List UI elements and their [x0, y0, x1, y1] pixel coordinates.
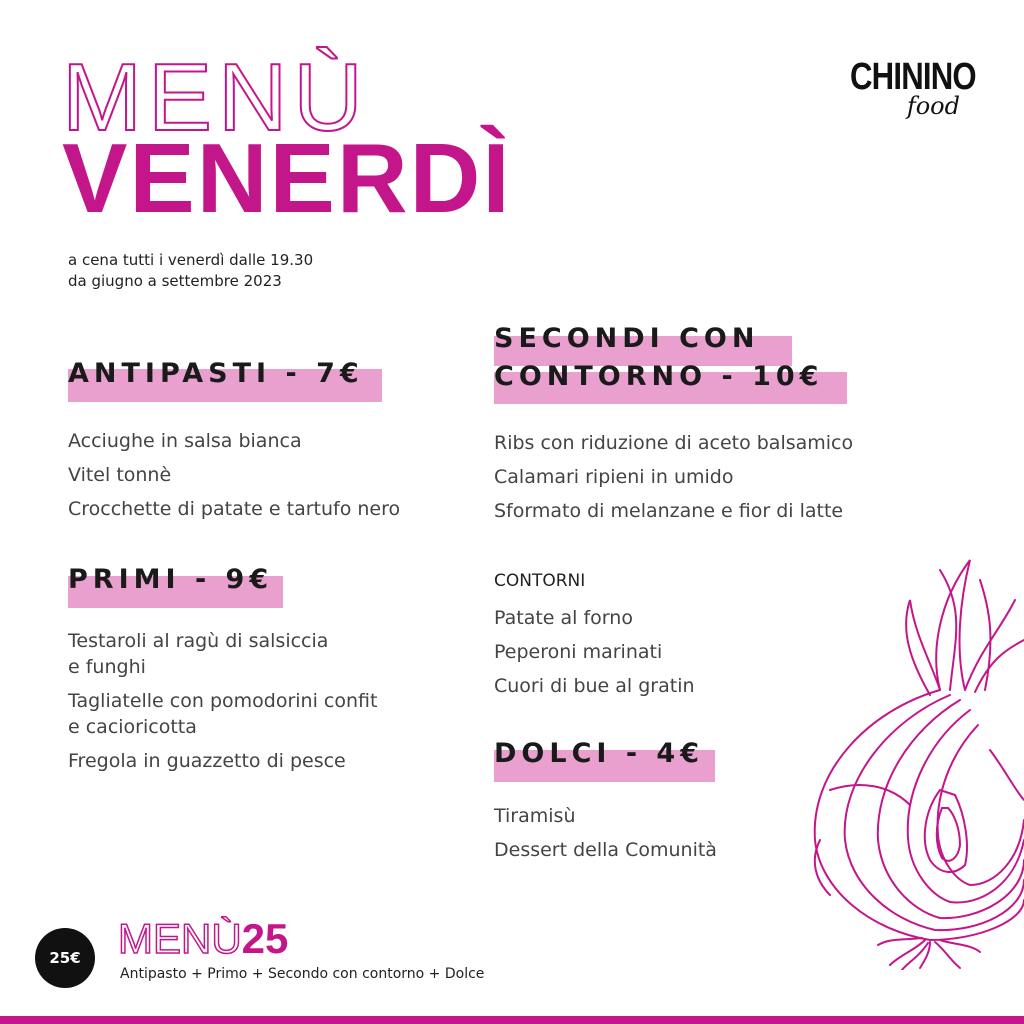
primi-item-continued: e funghi — [68, 656, 146, 678]
subtitle — [68, 250, 313, 292]
menu25-title-word: MENÙ — [118, 915, 242, 962]
menu25-title — [118, 916, 288, 962]
menu25-description: Antipasto + Primo + Secondo con contorno + Dolce — [120, 966, 485, 982]
onion-illustration — [790, 540, 1024, 970]
contorni-item: Patate al forno — [494, 607, 633, 629]
subtitle-line-time: a cena tutti i venerdì dalle 19.30 — [68, 251, 314, 269]
title-day: VENERDÌ — [62, 123, 512, 233]
dolci-item: Tiramisù — [494, 805, 576, 827]
menu25-title-number: 25 — [241, 915, 289, 962]
antipasti-heading: ANTIPASTI - 7€ — [68, 358, 364, 389]
antipasti-item: Crocchette di patate e tartufo nero — [68, 498, 401, 520]
contorni-item: Cuori di bue al gratin — [494, 675, 695, 697]
logo-main-text: CHININO — [850, 56, 976, 98]
contorni-list — [494, 601, 695, 703]
price-badge: 25€ — [35, 928, 95, 988]
primi-list — [68, 628, 377, 774]
primi-heading: PRIMI - 9€ — [68, 564, 274, 595]
contorni-heading: CONTORNI — [494, 571, 586, 591]
title-menu: MENÙ — [62, 44, 369, 151]
secondi-list — [494, 426, 853, 528]
secondi-item: Ribs con riduzione di aceto balsamico — [494, 432, 854, 454]
secondi-heading-line1: SECONDI CON — [494, 323, 760, 354]
contorni-item: Peperoni marinati — [494, 641, 663, 663]
dolci-list — [494, 799, 717, 867]
primi-item: Tagliatelle con pomodorini confit — [68, 690, 378, 712]
secondi-item: Calamari ripieni in umido — [494, 466, 734, 488]
secondi-heading-line2: CONTORNO - 10€ — [494, 361, 824, 392]
subtitle-line-period: da giugno a settembre 2023 — [68, 272, 282, 290]
bottom-accent-bar — [0, 1016, 1024, 1024]
antipasti-item: Vitel tonnè — [68, 464, 172, 486]
secondi-item: Sformato di melanzane e fior di latte — [494, 500, 844, 522]
chinino-food-logo — [850, 58, 1000, 120]
logo-sub-text: food — [906, 92, 960, 120]
primi-item: Fregola in guazzetto di pesce — [68, 750, 346, 772]
antipasti-list — [68, 424, 400, 526]
dolci-item: Dessert della Comunità — [494, 839, 717, 861]
antipasti-item: Acciughe in salsa bianca — [68, 430, 302, 452]
primi-item-continued: e cacioricotta — [68, 716, 197, 738]
dolci-heading: DOLCI - 4€ — [494, 738, 705, 769]
primi-item: Testaroli al ragù di salsiccia — [68, 630, 329, 652]
